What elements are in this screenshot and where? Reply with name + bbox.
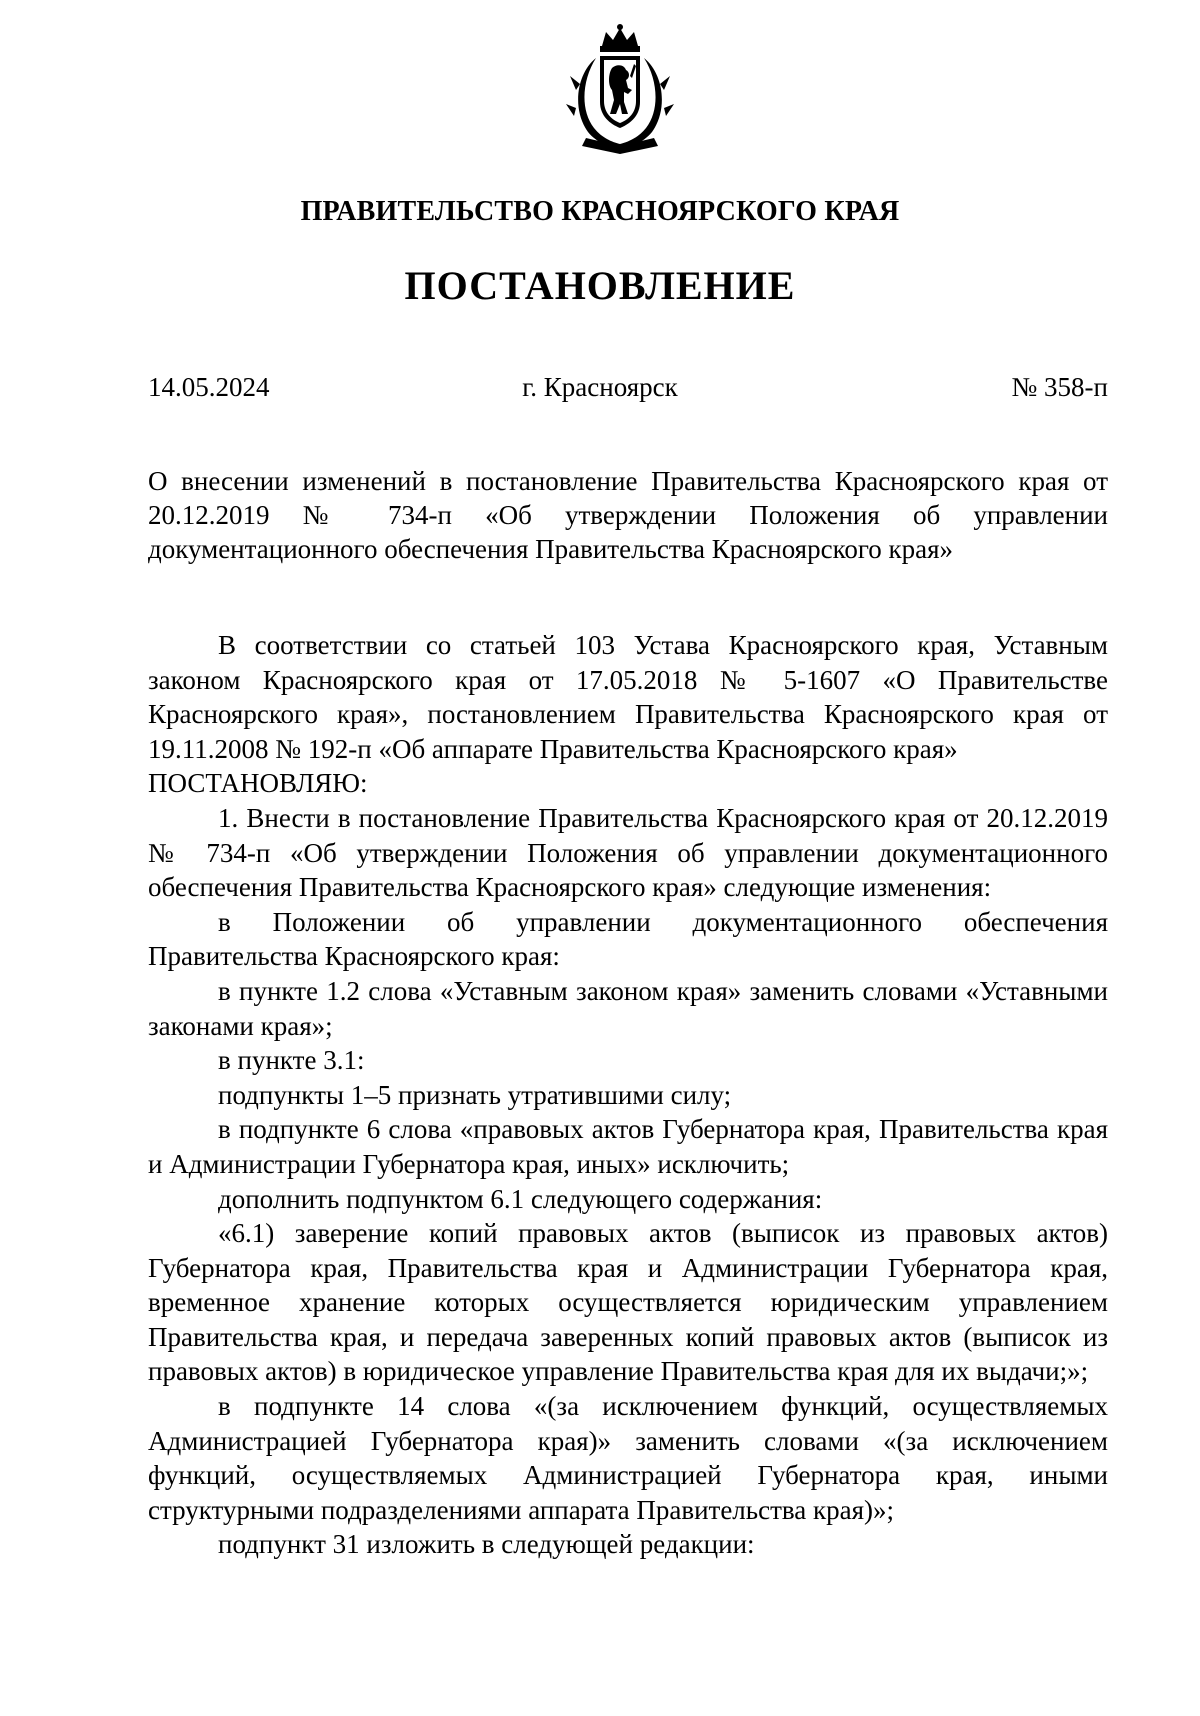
paragraph-regulation: в Положении об управлении документационного обеспечения Правительства Красноярского края:: [148, 906, 1108, 972]
document-title: О внесении изменений в постановление Правительства Красноярского края от 20.12.2019 № 734-п «Об утверждении Положения об управлении документационного обеспечения Правительства Красноярского края»: [148, 466, 1108, 564]
document-city: г. Красноярск: [522, 372, 678, 402]
paragraph-item-1: 1. Внести в постановление Правительства Красноярского края от 20.12.2019 № 734-п «Об утверждении Положения об управлении документационного обеспечения Правительства Красноярского края» следующие изменения:: [148, 802, 1108, 903]
paragraph-preamble: В соответствии со статьей 103 Устава Красноярского края, Уставным законом Красноярского края от 17.05.2018 № 5-1607 «О Правительстве Красноярского края», постановлением Правительства Красноярского края от 19.11.2008 № 192-п «Об аппарате Правительства Красноярского края»: [148, 630, 1108, 764]
paragraph-add-6-1: дополнить подпунктом 6.1 следующего содержания:: [218, 1183, 823, 1214]
document-type: ПОСТАНОВЛЕНИЕ: [404, 263, 796, 308]
document-number: № 358-п: [1011, 372, 1108, 402]
paragraph-clause-3-1: в пункте 3.1:: [218, 1045, 365, 1076]
paragraph-subclause-14: в подпункте 14 слова «(за исключением функций, осуществляемых Администрацией Губернатора края)» заменить словами «(за исключением функций, осуществляемых Администрацией Губернатора края, иными структурными подразделениями аппарата Правительства края)»;: [148, 1391, 1108, 1525]
document-date: 14.05.2024: [148, 372, 270, 402]
paragraph-resolve: ПОСТАНОВЛЯЮ:: [148, 768, 368, 799]
coat-of-arms-icon: [566, 24, 674, 154]
paragraph-subclause-6: в подпункте 6 слова «правовых актов Губернатора края, Правительства края и Администрации Губернатора края, иных» исключить;: [148, 1114, 1108, 1179]
paragraph-subclause-6-1-text: «6.1) заверение копий правовых актов (выписок из правовых актов) Губернатора края, Правительства края и Администрации Губернатора края, временное хранение которых осуществляется юридическим управлением Правительства края, и передача заверенных копий правовых актов (выписок из правовых актов) в юридическое управление Правительства края для их выдачи;»;: [148, 1218, 1108, 1387]
organization-name: ПРАВИТЕЛЬСТВО КРАСНОЯРСКОГО КРАЯ: [300, 196, 900, 227]
paragraph-subclause-31: подпункт 31 изложить в следующей редакции:: [218, 1529, 755, 1560]
paragraph-clause-1-2: в пункте 1.2 слова «Уставным законом края» заменить словами «Уставными законами края»;: [148, 975, 1108, 1041]
paragraph-subclauses-1-5: подпункты 1–5 признать утратившими силу;: [218, 1079, 732, 1110]
document-body: [148, 628, 1108, 1562]
